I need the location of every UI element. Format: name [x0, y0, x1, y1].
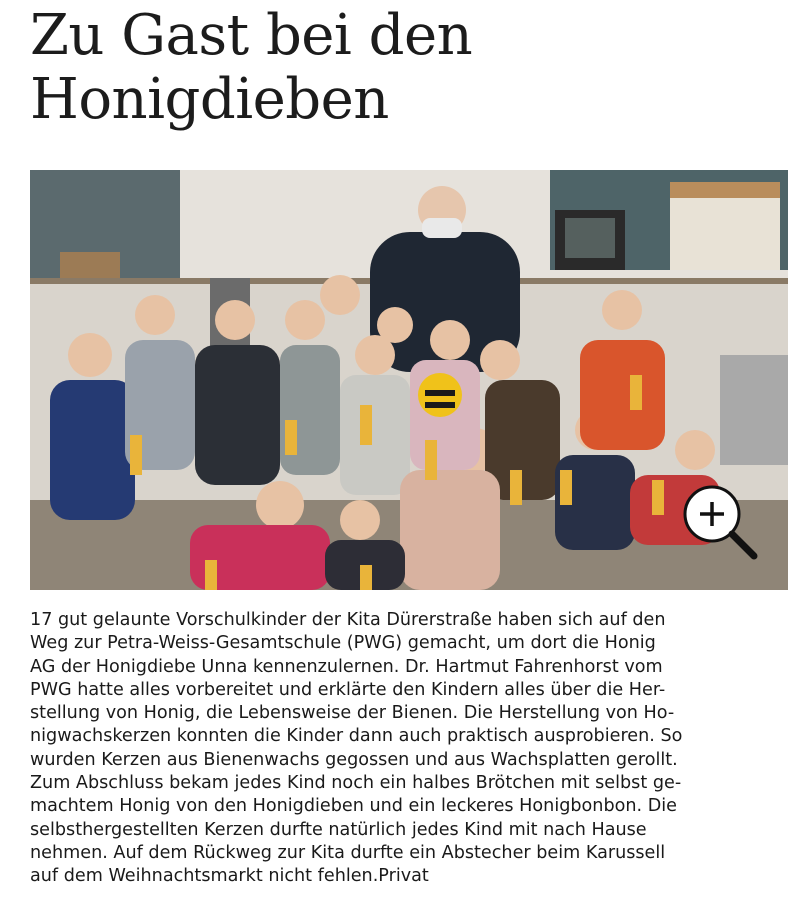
body-line: auf dem Weihnachtsmarkt nicht fehlen.Privat	[30, 866, 429, 887]
body-line: machtem Honig von den Honigdieben und ein leckeres Honigbonbon. Die	[30, 796, 677, 817]
body-line: 17 gut gelaunte Vorschulkinder der Kita Dürerstraße haben sich auf den	[30, 610, 666, 630]
article-body	[30, 609, 786, 889]
body-line: nigwachskerzen konnten die Kinder dann auch praktisch ausprobieren. So	[30, 726, 683, 747]
article-headline	[30, 4, 770, 132]
body-line: PWG hatte alles vorbereitet und erklärte den Kindern alles über die Her-	[30, 679, 666, 700]
body-line: selbsthergestellten Kerzen durfte natürlich jedes Kind mit nach Hause	[30, 819, 647, 840]
headline-line-2: Honigdieben	[30, 67, 389, 132]
body-line: Weg zur Petra-Weiss-Gesamtschule (PWG) gemacht, um dort die Honig	[30, 633, 656, 654]
body-line: wurden Kerzen aus Bienenwachs gegossen und aus Wachsplatten gerollt.	[30, 749, 678, 770]
article-photo[interactable]	[30, 170, 788, 590]
photo-illustration	[30, 170, 788, 590]
body-line: Zum Abschluss bekam jedes Kind noch ein halbes Brötchen mit selbst ge-	[30, 773, 682, 794]
magnifier-plus-icon[interactable]	[678, 480, 760, 562]
body-line: nehmen. Auf dem Rückweg zur Kita durfte ein Abstecher beim Karussell	[30, 842, 666, 863]
headline-line-1: Zu Gast bei den	[30, 3, 473, 68]
body-line: stellung von Honig, die Lebensweise der Bienen. Die Herstellung von Ho-	[30, 703, 675, 724]
body-line: AG der Honigdiebe Unna kennenzulernen. Dr. Hartmut Fahrenhorst vom	[30, 656, 663, 677]
